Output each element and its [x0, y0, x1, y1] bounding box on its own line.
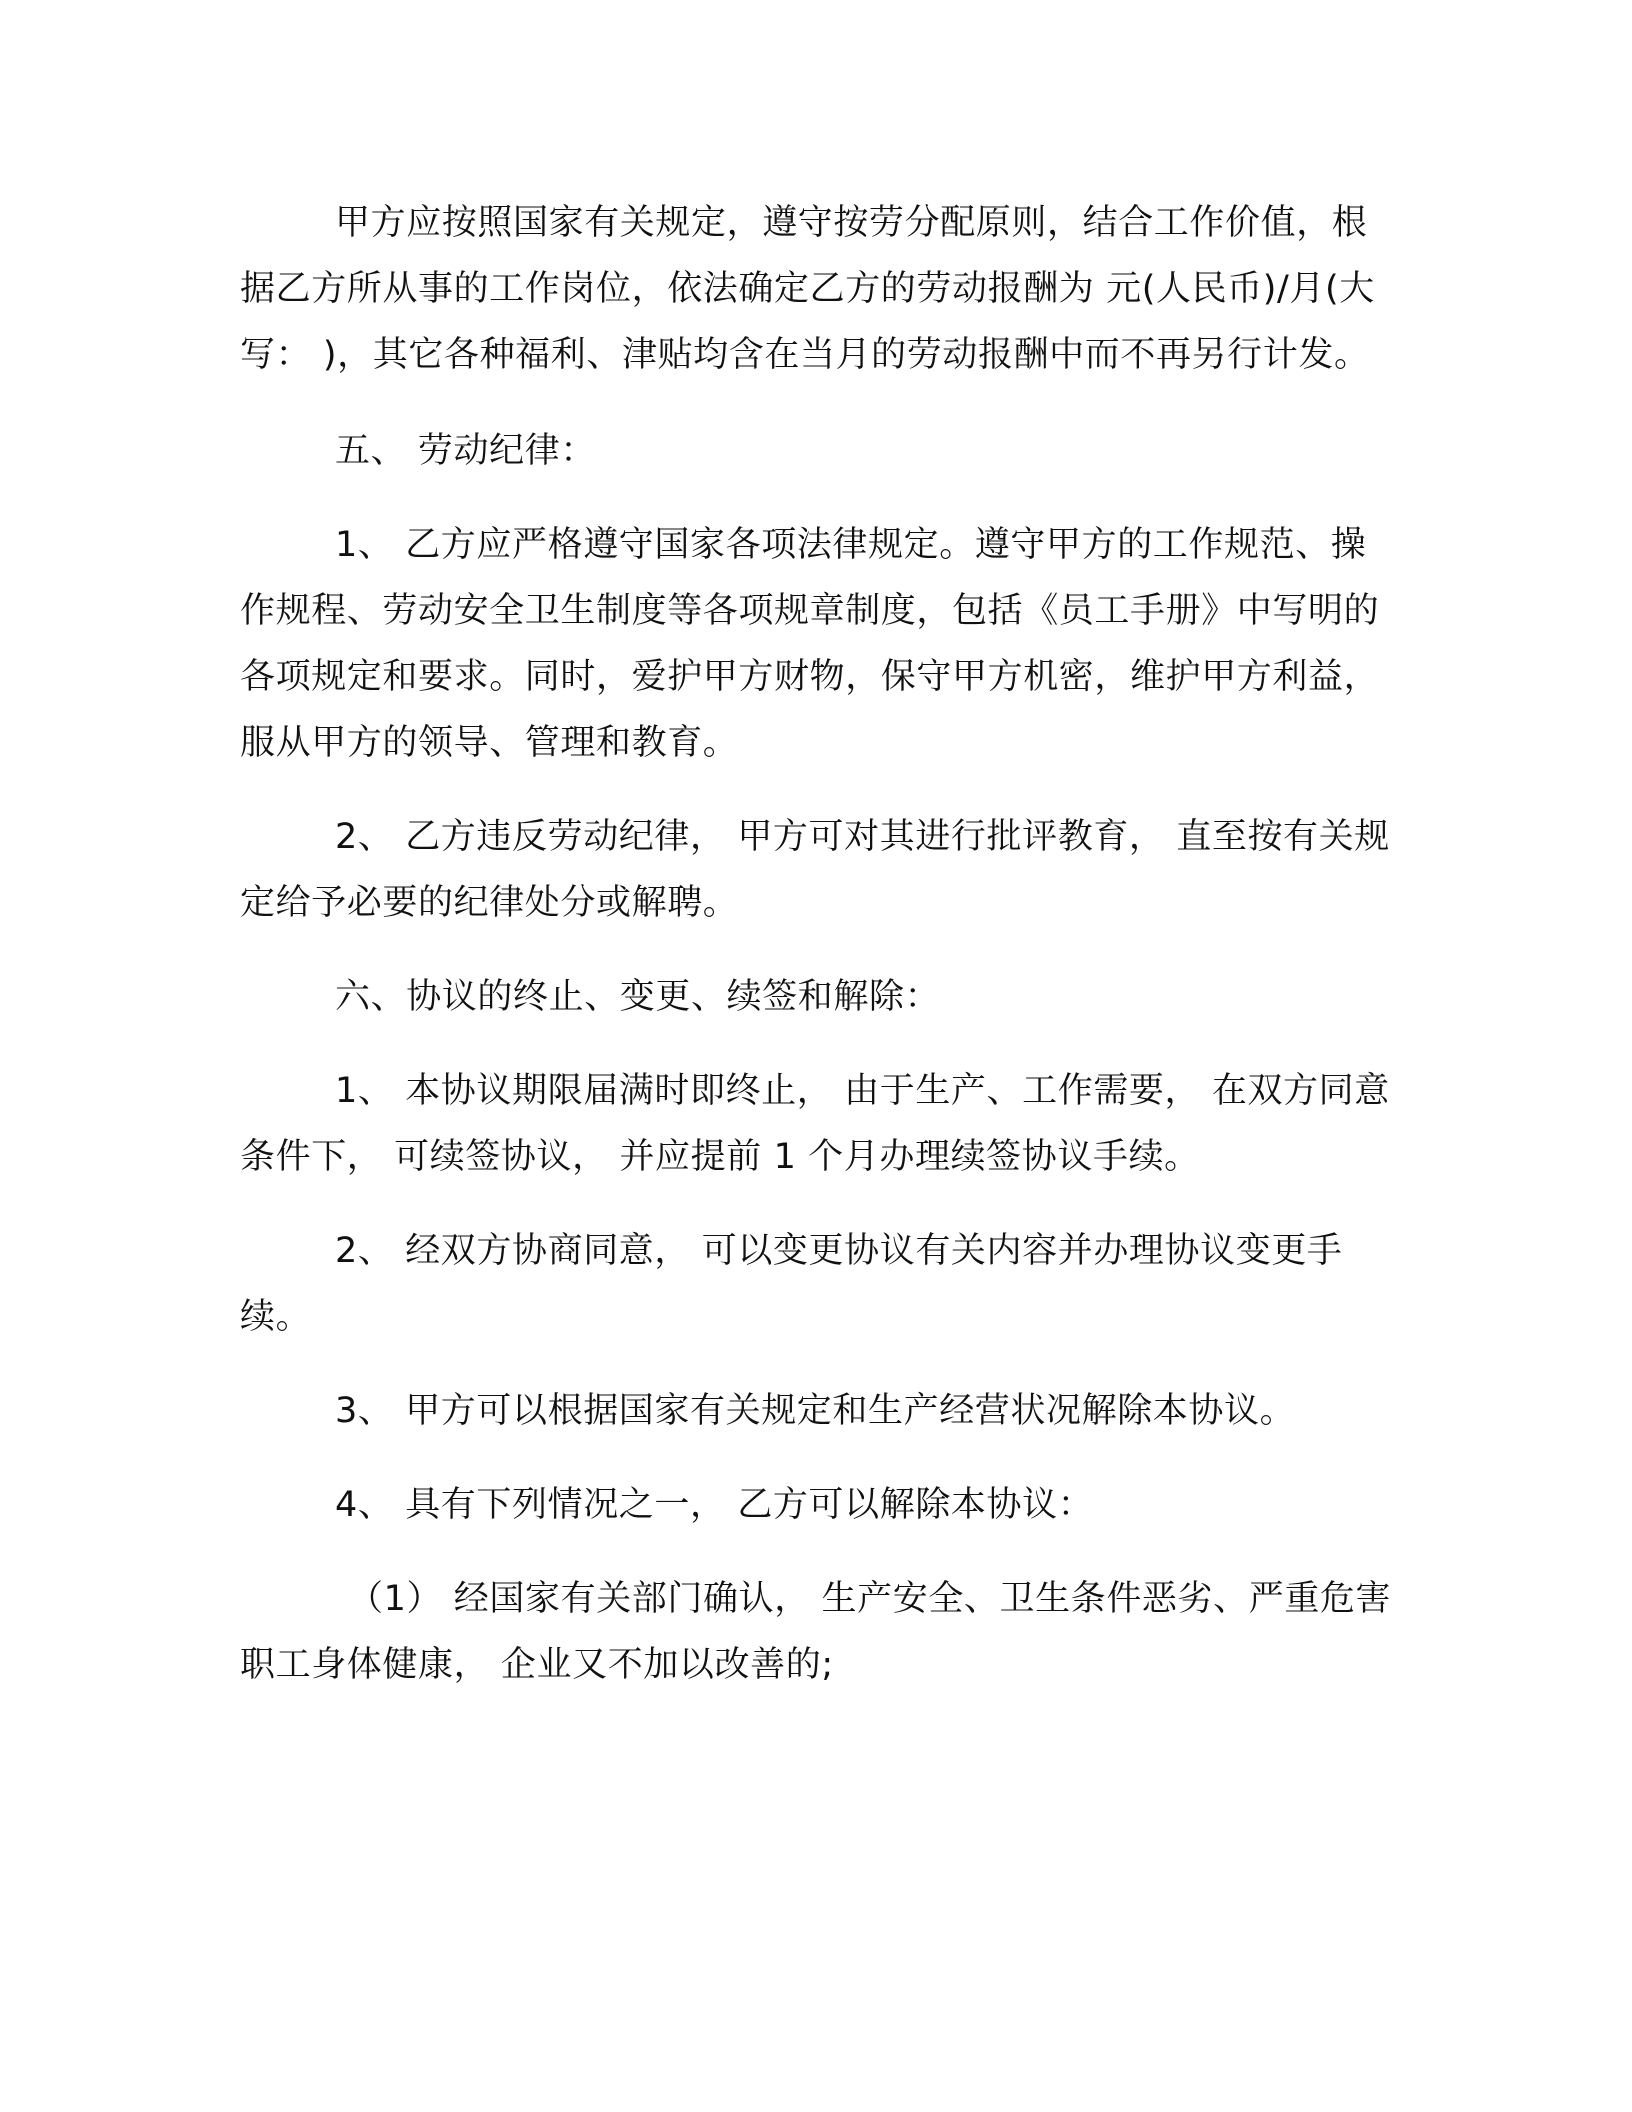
paragraph-remuneration: 甲方应按照国家有关规定，遵守按劳分配原则，结合工作价值，根据乙方所从事的工作岗位，依法确定乙方的劳动报酬为 元(人民币)/月(大写： )，其它各种福利、津贴均含在当月的劳动报酬中而不再另行计发。 — [240, 203, 1375, 375]
section-heading-labor-discipline: 五、 劳动纪律： — [335, 431, 596, 471]
paragraph-termination-2: 2、 经双方协商同意， 可以变更协议有关内容并办理协议变更手续。 — [240, 1231, 1343, 1337]
section-heading-termination: 六、协议的终止、变更、续签和解除： — [335, 977, 941, 1017]
paragraph-discipline-2: 2、 乙方违反劳动纪律， 甲方可对其进行批评教育， 直至按有关规定给予必要的纪律处分或解聘。 — [240, 817, 1390, 923]
paragraph-termination-1: 1、 本协议期限届满时即终止， 由于生产、工作需要， 在双方同意条件下， 可续签协议， 并应提前 1 个月办理续签协议手续。 — [240, 1071, 1390, 1177]
paragraph-discipline-1: 1、 乙方应严格遵守国家各项法律规定。遵守甲方的工作规范、操作规程、劳动安全卫生制度等各项规章制度，包括《员工手册》中写明的各项规定和要求。同时，爱护甲方财物，保守甲方机密，维护甲方利益， 服从甲方的领导、管理和教育。 — [240, 525, 1380, 763]
document-body — [240, 190, 1392, 1698]
paragraph-termination-4: 4、 具有下列情况之一， 乙方可以解除本协议： — [335, 1485, 1094, 1525]
paragraph-termination-3: 3、 甲方可以根据国家有关规定和生产经营状况解除本协议。 — [335, 1391, 1296, 1431]
paragraph-termination-4-item-1: （1） 经国家有关部门确认， 生产安全、卫生条件恶劣、严重危害职工身体健康， 企业又不加以改善的; — [240, 1579, 1392, 1685]
